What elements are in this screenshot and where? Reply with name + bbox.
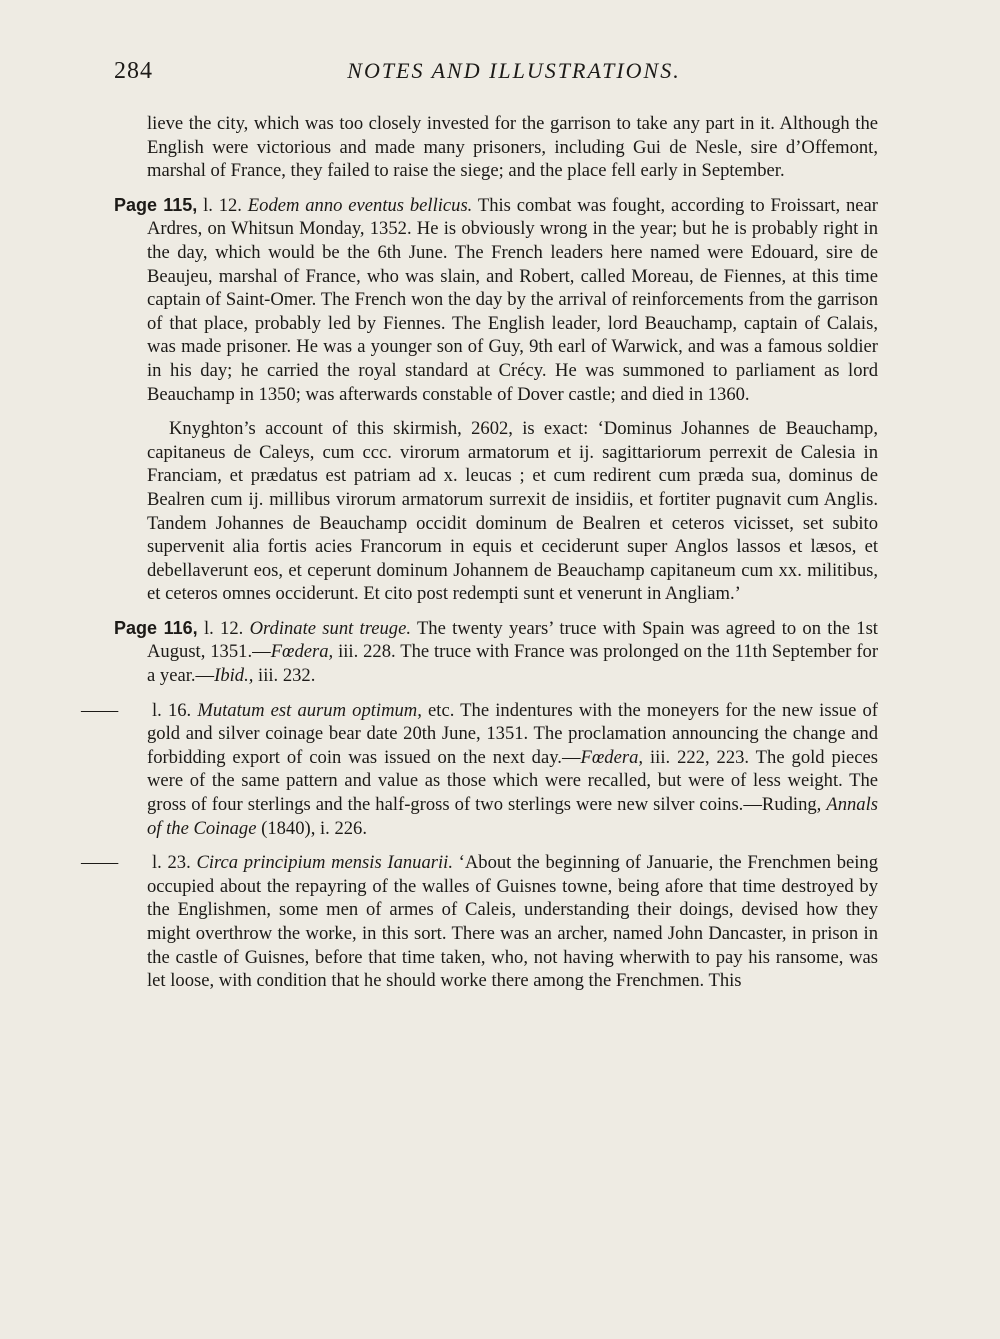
page-body <box>81 112 879 1004</box>
note-lemma: Circa principium mensis Ianuarii. <box>196 852 453 874</box>
note-text: iii. 222, 223. The gold pieces were of the same pattern and value as those which were recalled, but were of less weight. The gross of four sterlings and the half-gross of two sterlings were new silver coins.—Ruding, <box>147 746 878 816</box>
note-text: etc. The indentures with the moneyers for the new issue of gold and silver coinage bear date 20th June, 1351. The proclamation announcing the change and forbidding export of coin was issued on the next day.— <box>147 699 878 768</box>
continued-paragraph: lieve the city, which was too closely invested for the garrison to take any part in it. Although the English were victorious and made many prisoners, including Gui de Nesle, sire d’Offemont, marshal of France, they failed to raise the siege; and the place fell early in September. <box>147 113 878 182</box>
note-text: ‘About the beginning of Januarie, the Frenchmen being occupied about the repayring of the walles of Guisnes towne, being afore that time destroyed by the Englishmen, some men of armes of Caleis, understanding their doings, devised how they might overthrow the worke, in this sort. There was an archer, named John Dancaster, in prison in the castle of Guisnes, before that time taken, who, not having wherwith to pay his ransome, was let loose, with condition that he should worke there among the Frenchmen. This <box>147 852 878 992</box>
source-citation: Fœdera, <box>270 641 334 663</box>
ditto-dash: —— <box>81 852 119 874</box>
note-page-115 <box>114 194 878 406</box>
note-lemma: Ordinate sunt treuge. <box>249 617 412 639</box>
ditto-dash: —— <box>81 699 119 721</box>
note-reference: Page 116, <box>114 617 198 638</box>
note-line: l. 23. <box>152 852 197 874</box>
source-citation: Fœdera, <box>580 746 644 768</box>
note-text: (1840), i. 226. <box>256 817 368 839</box>
note-text: This combat was fought, according to Froissart, near Ardres, on Whitsun Monday, 1352. He is obviously wrong in the year; but he is probably right in the day, which would be the 6th June. The French leaders here named were Edouard, sire de Beaujeu, marshal of France, who was slain, and Robert, called Moreau, de Fiennes, at this time captain of Saint-Omer. The French won the day by the arrival of reinforcements from the garrison of that place, probably led by Fiennes. The English leader, lord Beauchamp, captain of Calais, was made prisoner. He was a younger son of Guy, 9th earl of Warwick, and was a famous soldier in his day; he carried the royal standard at Crécy. He was summoned to parliament as lord Beauchamp in 1350; was afterwards constable of Dover castle; and died in 1360. <box>147 194 878 405</box>
source-citation: Annals of the Coinage <box>147 794 878 839</box>
knyghton-quote: Knyghton’s account of this skirmish, 2602, is exact: ‘Dominus Johannes de Beauchamp, capitaneus de Caleys, cum ccc. virorum armatorum et ij. sagittariorum perrexit de Calesia in Franciam, et prædatus est patriam ad x. leucas ; et cum redirent cum præda sua, dominus de Bealren cum ij. millibus virorum armatorum surrexit de insidiis, et fortiter pugnavit cum Anglis. Tandem Johannes de Beauchamp occidit dominum de Bealren et ceteros vicisset, set subito supervenit alia fortis acies Francorum in equis et ceciderunt super Anglos lassos et læsos, et debellaverunt eos, et ceperunt dominum Johannem de Beauchamp capitaneum cum xx. militibus, et ceteros omnes occiderunt. Et cito post redempti sunt et venerunt in Angliam.’ <box>147 418 878 605</box>
running-title: NOTES AND ILLUSTRATIONS. <box>347 58 681 83</box>
note-line-23 <box>81 851 878 993</box>
source-citation: Ibid., <box>214 665 254 687</box>
page-header <box>114 58 884 92</box>
note-lemma: Mutatum est aurum optimum, <box>197 699 422 721</box>
note-line: l. 16. <box>152 699 198 721</box>
note-text: iii. 228. The truce with France was prolonged on the 11th September for a year.— <box>147 641 879 687</box>
page-number: 284 <box>114 58 153 84</box>
note-line-16 <box>81 699 878 841</box>
note-reference: Page 115, <box>114 194 198 215</box>
note-text: The twenty years’ truce with Spain was agreed to on the 1st August, 1351.— <box>147 617 878 663</box>
note-page-116 <box>114 617 879 688</box>
note-text: iii. 232. <box>253 665 316 687</box>
note-line: l. 12. <box>197 194 248 216</box>
note-line: l. 12. <box>197 617 250 639</box>
note-lemma: Eodem anno eventus bellicus. <box>247 194 473 216</box>
